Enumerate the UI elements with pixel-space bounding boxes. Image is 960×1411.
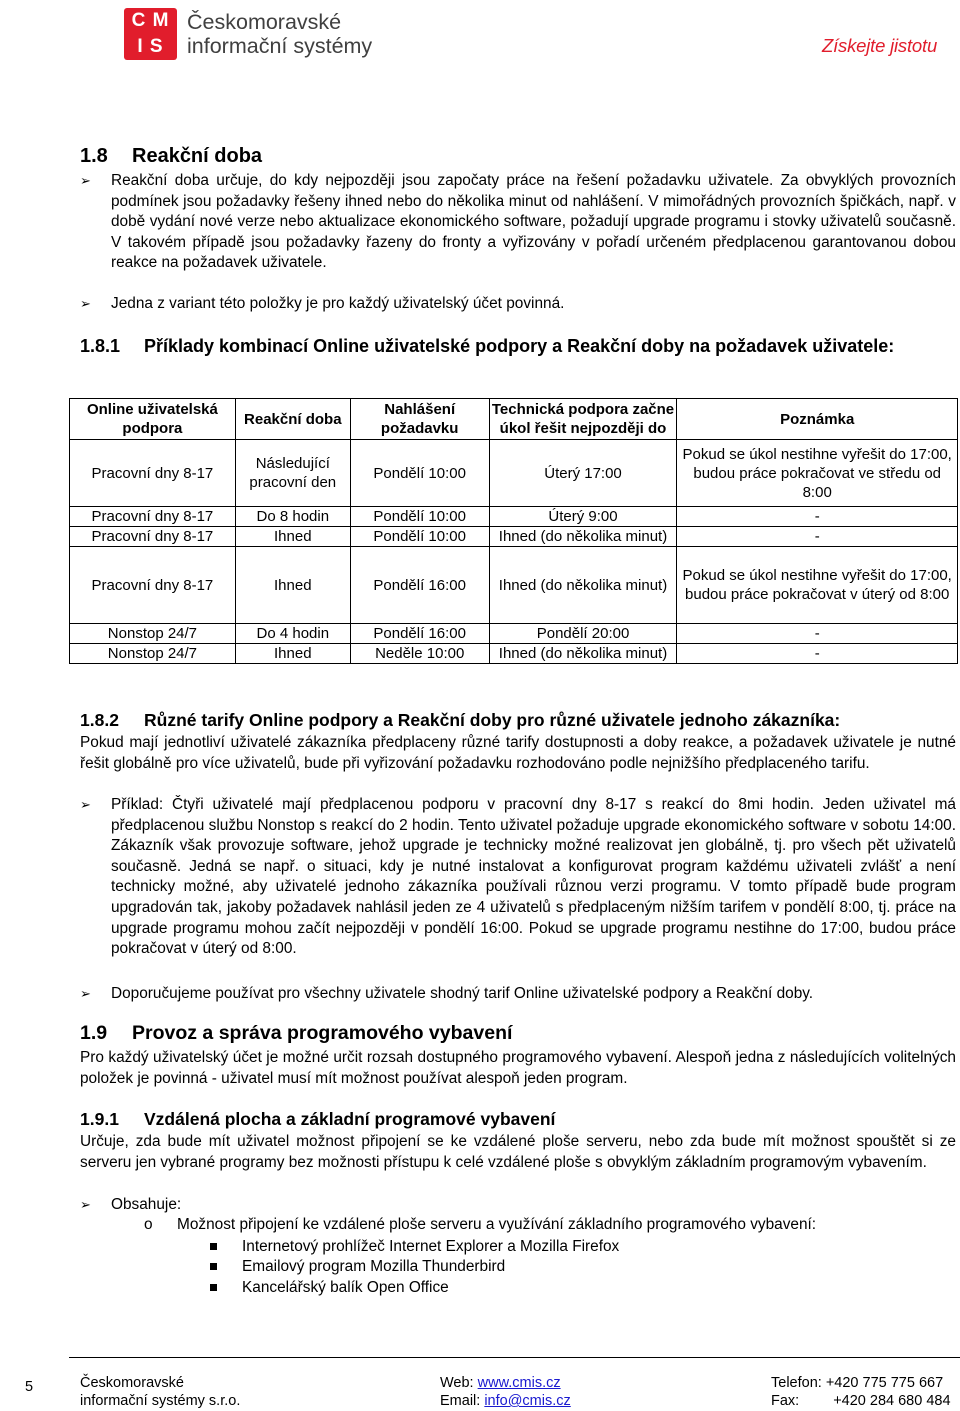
table-header-cell: Technická podpora začne úkol řešit nejpozději do xyxy=(489,399,677,440)
table-row xyxy=(70,624,958,644)
square-bullet-icon xyxy=(210,1243,217,1250)
list-item: Kancelářský balík Open Office xyxy=(210,1278,449,1299)
table-cell: Do 4 hodin xyxy=(235,624,350,644)
table-cell: Pondělí 16:00 xyxy=(350,547,489,624)
table-cell: Pondělí 10:00 xyxy=(350,440,489,507)
table-cell: Nonstop 24/7 xyxy=(70,624,236,644)
table-header-cell: Nahlášení požadavku xyxy=(350,399,489,440)
bullet-item: ➢ Jedna z variant této položky je pro každý uživatelský účet povinná. xyxy=(80,294,956,315)
paragraph: Pro každý uživatelský účet je možné určit rozsah dostupného programového vybavení. Alespoň jedna z následujících volitelných položek je povinná - uživatel musí mít možnost používat alespoň jeden program. xyxy=(80,1049,956,1087)
company-logo xyxy=(124,8,372,60)
paragraph: Určuje, zda bude mít uživatel možnost připojení se ke vzdálené ploše serveru, nebo zda bude mít možnost spouštět si ze serveru jen vybrané programy bez možnosti přístupu k celé vzdálené ploše s obvyklým základním programovým vybavením. xyxy=(80,1133,956,1171)
bullet-item: ➢ Obsahuje: xyxy=(80,1195,956,1216)
table-cell: - xyxy=(677,527,958,547)
table-cell: Následující pracovní den xyxy=(235,440,350,507)
table-cell: Ihned xyxy=(235,547,350,624)
table-cell: - xyxy=(677,644,958,664)
section-heading-1-9: 1.9 Provoz a správa programového vybavení xyxy=(80,1022,513,1044)
table-cell: Pracovní dny 8-17 xyxy=(70,507,236,527)
footer-contact: Web: www.cmis.cz Email: info@cmis.cz xyxy=(440,1375,571,1409)
table-row xyxy=(70,527,958,547)
section-heading-1-8-2: 1.8.2 Různé tarify Online podpory a Reakční doby pro různé uživatele jednoho zákazníka: xyxy=(80,710,841,730)
table-cell: Pracovní dny 8-17 xyxy=(70,440,236,507)
arrow-bullet-icon: ➢ xyxy=(80,797,91,812)
table-header-cell: Online uživatelská podpora xyxy=(70,399,236,440)
table-cell: Pracovní dny 8-17 xyxy=(70,527,236,547)
table-cell: Pracovní dny 8-17 xyxy=(70,547,236,624)
table-row xyxy=(70,644,958,664)
table-cell: Ihned (do několika minut) xyxy=(489,644,677,664)
table-cell: Pondělí 16:00 xyxy=(350,624,489,644)
email-link[interactable]: info@cmis.cz xyxy=(484,1393,571,1409)
list-item: Internetový prohlížeč Internet Explorer a Mozilla Firefox xyxy=(210,1237,619,1258)
list-item: Emailový program Mozilla Thunderbird xyxy=(210,1257,505,1278)
table-cell: Pondělí 10:00 xyxy=(350,507,489,527)
table-cell: Pokud se úkol nestihne vyřešit do 17:00, budou práce pokračovat v úterý od 8:00 xyxy=(677,547,958,624)
footer-company: Českomoravské informační systémy s.r.o. xyxy=(80,1375,241,1409)
page-number: 5 xyxy=(25,1379,34,1395)
cmis-logo-mark: C M I S xyxy=(124,8,177,60)
table-header-row xyxy=(70,399,958,440)
table-cell: Ihned xyxy=(235,644,350,664)
arrow-bullet-icon: ➢ xyxy=(80,296,91,311)
section-heading-1-9-1: 1.9.1 Vzdálená plocha a základní programové vybavení xyxy=(80,1109,556,1129)
table-cell: Ihned xyxy=(235,527,350,547)
table-header-cell: Reakční doba xyxy=(235,399,350,440)
sub-bullet-item: o Možnost připojení ke vzdálené ploše serveru a využívání základního programového vybavení: xyxy=(144,1215,932,1236)
table-cell: Pondělí 10:00 xyxy=(350,527,489,547)
square-bullet-icon xyxy=(210,1263,217,1270)
table-cell: Pokud se úkol nestihne vyřešit do 17:00, budou práce pokračovat ve středu od 8:00 xyxy=(677,440,958,507)
arrow-bullet-icon: ➢ xyxy=(80,173,91,188)
slogan: Získejte jistotu xyxy=(822,35,938,56)
arrow-bullet-icon: ➢ xyxy=(80,986,91,1001)
bullet-item: ➢ Příklad: Čtyři uživatelé mají předplacenou podporu v pracovní dny 8-17 s reakcí do 8mi hodin. Jeden uživatel má předplacenou službu Nonstop s reakcí do 2 hodin. Tento uživatel požaduje upgrade ekonomického software v sobotu 14:00. Zákazník však provozuje software, jehož upgrade je technicky možné realizovat jen globálně, tj. pro všech pět uživatelů současně. Jedná se např. o situaci, kdy je nutné instalovat a konfigurovat program každému uživateli zvlášť a není technicky možné, aby uživatelé jednoho zákazníka používali různou verzi programu. V tomto případě bude program upgradován tak, jakoby požadavek nahlásil jeden ze 4 uživatelů s předplaceným nižším tarifem v pondělí 8:00, tj. práce na upgrade programu mohou začít nejpozději v pondělí 16:00. Pokud se upgrade programu nestihne do 17:00, budou práce pokračovat v úterý od 8:00. xyxy=(80,796,956,958)
table-row xyxy=(70,547,958,624)
web-link[interactable]: www.cmis.cz xyxy=(477,1375,561,1391)
table-header-cell: Poznámka xyxy=(677,399,958,440)
table-cell: Ihned (do několika minut) xyxy=(489,547,677,624)
section-heading-1-8: 1.8 Reakční doba xyxy=(80,145,263,167)
footer-divider xyxy=(69,1357,960,1358)
table-cell: Úterý 9:00 xyxy=(489,507,677,527)
table-cell: - xyxy=(677,507,958,527)
table-cell: Úterý 17:00 xyxy=(489,440,677,507)
table-row xyxy=(70,440,958,507)
table-cell: Do 8 hodin xyxy=(235,507,350,527)
bullet-item: ➢ Reakční doba určuje, do kdy nejpozději jsou započaty práce na řešení požadavku uživatele. Za obvyklých provozních podmínek jsou požadavky řešeny ihned nebo do několika minut od nahlášení. V mimořádných provozních špičkách, např. v době vydání nové verze nebo aktualizace ekonomického software, požadují upgrade programu i stovky uživatelů současně. V takovém případě jsou požadavky řazeny do fronty a vyřizovány v pořadí určeném předplacenou garantovanou dobou reakce na požadavek uživatele. xyxy=(80,172,956,272)
reaction-time-table xyxy=(69,398,958,664)
footer-phone: Telefon: +420 775 775 667 Fax: +420 284 680 484 xyxy=(771,1375,951,1409)
bullet-item: ➢ Doporučujeme používat pro všechny uživatele shodný tarif Online uživatelské podpory a Reakční doby. xyxy=(80,984,956,1005)
table-cell: Pondělí 20:00 xyxy=(489,624,677,644)
paragraph: Pokud mají jednotliví uživatelé zákazníka předplaceny různé tarify dostupnosti a doby reakce, a požadavek uživatele je nutné řešit globálně pro více uživatelů, bude při vyřizování požadavku rozhodováno podle nejnižšího předplaceného tarifu. xyxy=(80,734,956,772)
table-row xyxy=(70,507,958,527)
table-cell: Neděle 10:00 xyxy=(350,644,489,664)
table-cell: Nonstop 24/7 xyxy=(70,644,236,664)
table-cell: Ihned (do několika minut) xyxy=(489,527,677,547)
circle-bullet-icon: o xyxy=(144,1216,153,1233)
section-heading-1-8-1: 1.8.1 Příklady kombinací Online uživatelské podpory a Reakční doby na požadavek uživatele: xyxy=(80,336,895,356)
square-bullet-icon xyxy=(210,1284,217,1291)
table-cell: - xyxy=(677,624,958,644)
arrow-bullet-icon: ➢ xyxy=(80,1197,91,1212)
logo-line-1: Českomoravské xyxy=(187,10,342,34)
logo-line-2: informační systémy xyxy=(187,34,373,58)
